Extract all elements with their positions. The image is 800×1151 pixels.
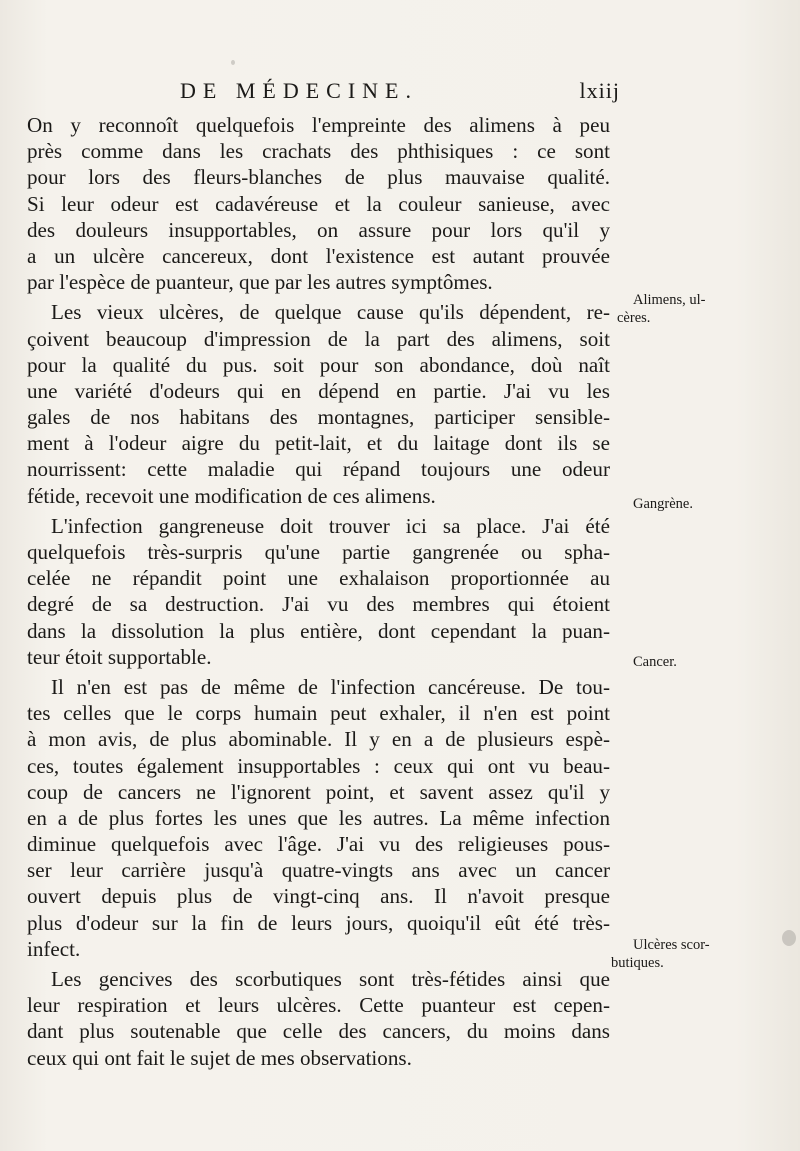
margin-note-alimens bbox=[617, 291, 793, 327]
text-line: tes celles que le corps humain peut exhaler, il n'en est point bbox=[27, 701, 610, 726]
margin-note-cancer bbox=[633, 653, 793, 671]
show-through-mark bbox=[650, 120, 750, 160]
text-line: Les gencives des scorbutiques sont très-fétides ainsi que bbox=[51, 967, 610, 991]
text-line: On y reconnoît quelquefois l'empreinte des alimens à peu bbox=[27, 113, 610, 137]
text-line: çoivent beaucoup d'impression de la part des alimens, soit bbox=[27, 326, 610, 351]
text-line: une variété d'odeurs qui en dépend en partie. J'ai vu les bbox=[27, 378, 610, 403]
page-number: lxiij bbox=[579, 78, 620, 103]
text-line: Il n'en est pas de même de l'infection cancéreuse. De tou- bbox=[51, 674, 610, 699]
margin-note-line: Cancer. bbox=[633, 654, 677, 670]
text-line: plus d'odeur sur la fin de leurs jours, quoiqu'il eût été très- bbox=[27, 910, 610, 935]
margin-note-line: Gangrène. bbox=[633, 496, 693, 512]
text-line: nourrissent: cette maladie qui répand toujours une odeur bbox=[27, 457, 610, 482]
text-line: pour la qualité du pus. soit pour son abondance, doù naît bbox=[27, 352, 610, 377]
text-line: quelquefois très-surpris qu'une partie gangrenée ou spha- bbox=[27, 540, 610, 564]
text-line: dans la dissolution la plus entière, dont cependant la puan- bbox=[27, 618, 610, 643]
body-text bbox=[27, 112, 610, 1071]
text-line: coup de cancers ne l'ignorent point, et savent assez qu'il y bbox=[27, 779, 610, 804]
text-line: par l'espèce de puanteur, que par les autres symptômes. bbox=[27, 270, 493, 295]
paragraph bbox=[27, 966, 610, 1071]
text-line: ment à l'odeur aigre du petit-lait, et du laitage dont ils se bbox=[27, 431, 610, 456]
paper-speck bbox=[231, 60, 235, 65]
page-header bbox=[180, 78, 620, 112]
text-line: diminue quelquefois avec l'âge. J'ai vu des religieuses pous- bbox=[27, 832, 610, 857]
margin-note-line: Alimens, ul- bbox=[633, 292, 706, 308]
margin-note-line: Ulcères scor- bbox=[633, 937, 710, 953]
running-title: DE MÉDECINE. bbox=[180, 78, 418, 103]
margin-note-line: cères. bbox=[617, 310, 651, 326]
text-line: fétide, recevoit une modification de ces alimens. bbox=[27, 483, 436, 508]
text-line: ceux qui ont fait le sujet de mes observations. bbox=[27, 1045, 412, 1070]
text-line: près comme dans les crachats des phthisiques : ce sont bbox=[27, 139, 610, 164]
paragraph bbox=[27, 513, 610, 670]
text-line: gales de nos habitans des montagnes, participer sensible- bbox=[27, 405, 610, 430]
text-line: degré de sa destruction. J'ai vu des membres qui étoient bbox=[27, 592, 610, 617]
paragraph bbox=[27, 112, 610, 295]
text-line: Les vieux ulcères, de quelque cause qu'ils dépendent, re- bbox=[51, 300, 610, 325]
paragraph bbox=[27, 299, 610, 509]
text-line: ces, toutes également insupportables : ceux qui ont vu beau- bbox=[27, 753, 610, 778]
text-line: a un ulcère cancereux, dont l'existence est autant prouvée bbox=[27, 243, 610, 268]
text-line: en a de plus fortes les unes que les autres. La même infection bbox=[27, 805, 610, 830]
margin-note-line: butiques. bbox=[611, 955, 664, 971]
text-line: celée ne répandit point une exhalaison proportionnée au bbox=[27, 566, 610, 591]
text-line: ouvert depuis plus de vingt-cinq ans. Il n'avoit presque bbox=[27, 884, 610, 909]
text-line: des douleurs insupportables, on assure pour lors qu'il y bbox=[27, 217, 610, 242]
text-line: à mon avis, de plus abominable. Il y en a de plusieurs espè- bbox=[27, 727, 610, 752]
text-line: infect. bbox=[27, 936, 81, 961]
text-line: L'infection gangreneuse doit trouver ici sa place. J'ai été bbox=[51, 513, 610, 538]
text-line: leur respiration et leurs ulcères. Cette puanteur est cepen- bbox=[27, 993, 610, 1018]
text-line: pour lors des fleurs-blanches de plus mauvaise qualité. bbox=[27, 165, 610, 190]
margin-note-ulceres bbox=[611, 936, 793, 972]
text-line: Si leur odeur est cadavéreuse et la couleur sanieuse, avec bbox=[27, 191, 610, 216]
text-line: ser leur carrière jusqu'à quatre-vingts ans avec un cancer bbox=[27, 858, 610, 883]
margin-note-gangrene bbox=[633, 495, 793, 513]
paragraph bbox=[27, 674, 610, 962]
text-line: teur étoit supportable. bbox=[27, 644, 212, 669]
text-line: dant plus soutenable que celle des cancers, du moins dans bbox=[27, 1019, 610, 1044]
